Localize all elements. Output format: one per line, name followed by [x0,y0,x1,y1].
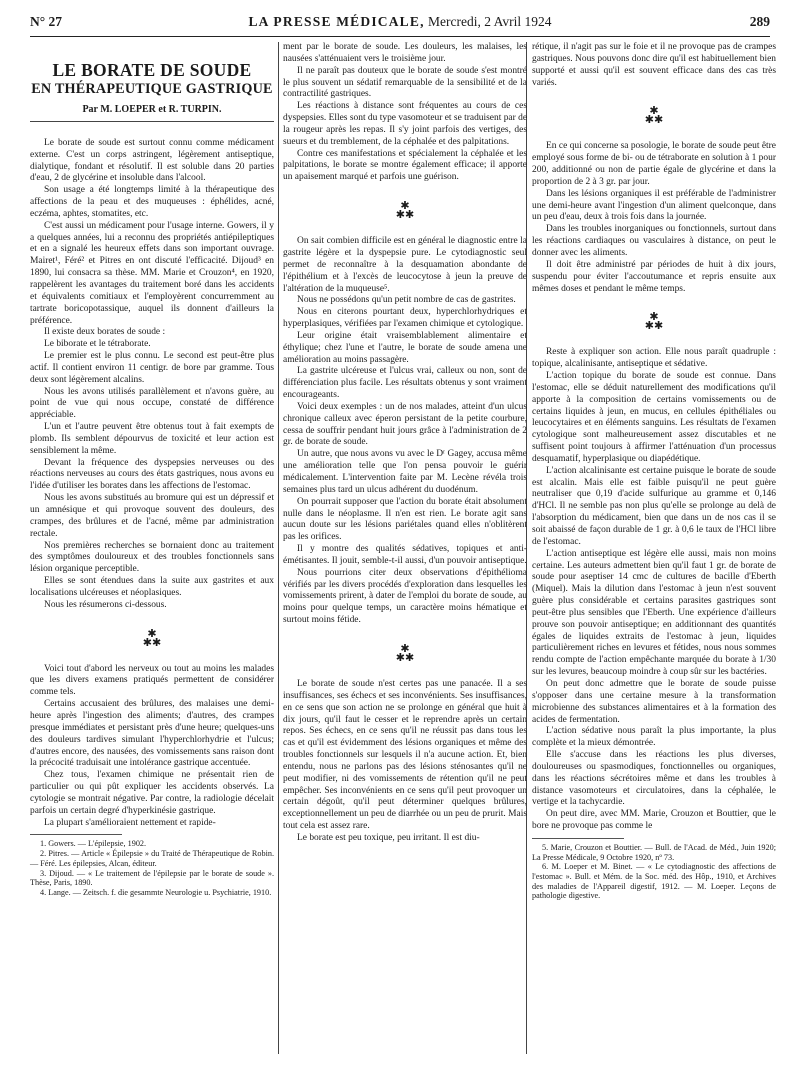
article-title: LE BORATE DE SOUDE [52,60,252,80]
journal-name: LA PRESSE MÉDICALE, [248,14,425,29]
paragraph: Elles se sont étendues dans la suite aux gastrites et aux localisations ulcéreuses et néoplasiques. [30,576,274,598]
paragraph: Le borate est peu toxique, peu irritant. Il est diu- [297,832,480,843]
paragraph: 3. Dijoud. — « Le traitement de l'épilepsie par le borate de soude ». Thèse, Paris, 1890. [30,868,274,888]
paragraph: En ce qui concerne sa posologie, le borate de soude peut être employé sous forme de bi- ou de tétraborate en solution à 1 pour 200, additionné ou non de partie égale de glycérine et dans la proportion de 2 à 3 gr. par jour. [532,141,776,187]
column-divider [278,42,279,1054]
paragraph: Il doit être administré par périodes de huit à dix jours, suspendu pour éviter l'accoutumance et repris ensuite aux mêmes doses et pendant le même temps. [532,259,776,294]
column-2 [283,42,527,845]
section-stars: ✱ ✱✱ [395,200,415,222]
footnotes [30,839,274,897]
paragraph: On peut dire, avec MM. Marie, Crouzon et Bouttier, que le bore ne provoque pas comme le [532,809,776,832]
section-stars: ✱ ✱✱ [644,311,664,333]
text-block [283,236,527,627]
journal-line [30,14,770,30]
paragraph: Nous pourrions citer deux observations d'épithélioma vérifiés par les divers procédés d'exploration dans lesquelles les vomissements prirent, à dater de l'emploi du borate de soude, au moins pour quelque temps, un caractère moins hématique et surtout moins fétide. [283,567,527,626]
paragraph: Nous les avons utilisés parallèlement et n'avons guère, au point de vue qui nous occupe, constaté de différence appréciable. [30,386,274,421]
page-number: 289 [749,14,770,29]
paragraph: rétique, il n'agit pas sur le foie et il ne provoque pas de crampes gastriques. Nous pouvons donc dire qu'il est habituellement bien supporté et aussi qu'il est souvent efficace dans des cas très variés. [532,42,776,88]
paragraph: Devant la fréquence des dyspepsies nerveuses ou des réactions nerveuses au cours des états gastriques, nous avons eu l'idée d'utiliser les borates dans les affections de l'estomac. [30,457,274,492]
text-block [532,42,776,89]
paragraph: Nous les résumerons ci-dessous. [44,599,167,610]
issue-date: Mercredi, 2 Avril 1924 [428,14,552,29]
paragraph: Il existe deux borates de soude : [44,327,166,338]
paragraph: Chez tous, l'examen chimique ne présentait rien de particulier ou qui pût expliquer les accidents observés. La cytologie se montrait négative. Par contre, la radiologie décelait parfois un certain degré d'hyperkinésie gastrique. [30,770,274,816]
paragraph: Nous les avons substitués au bromure qui est un dépressif et un amnésique et qui provoque souvent des douleurs, des crampes, des brûlures et de l'acné, même par administration rectale. [30,493,274,539]
text-block [283,42,527,184]
footnote-rule [532,838,624,839]
paragraph: Un autre, que nous avons vu avec le Dʳ Gagey, accusa même une amélioration telle que l'on pensa pouvoir le guérir médicalement. L'intervention faite par M. Lecène révéla trois semaines plus tard un ulcus adhérent du duodénum. [283,449,527,495]
paragraph: L'un et l'autre peuvent être obtenus tout à fait exempts de plomb. Ils semblent dépourvus de toxicité et leur action est sensiblement la même. [30,422,274,456]
footnote-rule [30,834,122,835]
paragraph: Le borate de soude n'est certes pas une panacée. Il a ses insuffisances, ses échecs et ses inconvénients. Ses insuffisances, en ce sens que son action ne se prolonge en général que huit à dix jours, qu'il faut le cesser et le reprendre après un certain repos. Ses échecs, en ce sens qu'il ne réussit pas dans tous les cas et qu'il est évidemment des lésions organiques et même des troubles fonctionnels sur lesquels il n'a aucune action. Et, bien entendu, nous ne parlons pas des lésions sténosantes qu'il ne peut modifier, ni des vomissements de rétention qu'il ne peut empêcher. Ses inconvénients en ce sens qu'il peut provoquer un certain dégoût, qu'il peut déterminer quelques brûlures, exceptionnellement un peu de diarrhée ou un peu de prurit. Mais tout cela est assez rare. [283,678,527,832]
paragraph: Dans les lésions organiques il est préférable de l'administrer une demi-heure avant l'ingestion d'un aliment quelconque, dans un peu d'eau, deux à trois fois dans la journée. [532,188,776,223]
paragraph: Il ne paraît pas douteux que le borate de soude s'est montré le plus souvent un sédatif remarquable de la sensibilité et de la contractilité gastriques. [283,65,527,100]
paragraph: On sait combien difficile est en général le diagnostic entre la gastrite légère et la dyspepsie pure. Le cytodiagnostic seul permet de reconnaître à la desquamation abondante de l'épithélium et à l'excès de leucocytose à jeun la preuve de l'altération de la muqueuse⁵. [283,236,527,294]
paragraph: Nos premières recherches se bornaient donc au traitement des symptômes douloureux et des troubles fonctionnels sans lésion organique perceptible. [30,540,274,575]
paragraph: Certains accusaient des brûlures, des malaises une demi-heure après l'ingestion des aliments; d'autres, des crampes presque immédiates et persistant près d'une heure; quelques-uns des douleurs tardives simulant l'hyperchlorhydrie et l'ulcus; d'autres encore, des nausées, des vomissements sans raison dont la précocité traduisait une intolérance gastrique accentuée. [30,699,274,769]
article-authors: Par M. LOEPER et R. TURPIN. [82,104,222,115]
paragraph: L'action antiseptique est légère elle aussi, mais non moins certaine. Les auteurs admettent bien qu'il faut 1 gr. de borate de soude pour aseptiser 14 cmc de cultures de bacille d'Eberth (Miquel). Mais la dilution dans l'estomac à jeun n'est souvent guère plus considérable et certains parasites gastriques sont peut-être plus sensibles que l'Eberth. Une expérience d'ailleurs prouve son pouvoir antiseptique; en additionnant des quantités égales de liquides extraits de l'estomac à jeun, liquides particulièrement riches en levures et fétides, nous nous sommes rendu compte de l'action empêchante marquée du borate à 1/30 sur les levures, beaucoup moindre à coup sûr sur les bactéries. [532,548,776,678]
paragraph: Leur origine était vraisemblablement alimentaire et éthylique; chez l'une et l'autre, le borate de soude amena une amélioration au moins passagère. [283,330,527,365]
paragraph: La plupart s'amélioraient nettement et rapide- [44,817,216,828]
paragraph: Nous ne possédons qu'un petit nombre de cas de gastrites. [297,295,516,306]
paragraph: L'action alcalinisante est certaine puisque le borate de soude est alcalin. Mais elle est faible puisqu'il ne peut guère neutraliser que 0,19 d'acide sulfurique au gramme et 0,146 d'HCl. Il ne semble pas non plus qu'elle se prolonge au delà de l'absorption du médicament, bien que dans un de nos cas il se soit abaissé de façon durable de 1 gr. à 0,6 le taux de l'HCl libre de l'estomac. [532,465,776,547]
paragraph: Voici deux exemples : un de nos malades, atteint d'un ulcus chronique calleux avec éperon persistant de la petite courbure, cessa de souffrir pendant huit jours grâce à l'administration de 2 gr. de borate de soude. [283,401,527,448]
paragraph: 5. Marie, Crouzon et Bouttier. — Bull. de l'Acad. de Méd., Juin 1920; La Presse Médicale, 9 Octobre 1920, nº 73. [532,842,776,862]
section-stars: ✱ ✱✱ [644,105,664,127]
paragraph: L'action sédative nous paraît la plus importante, la plus complète et la mieux démontrée. [532,726,776,749]
paragraph: Le biborate et le tétraborate. [44,339,151,350]
paragraph: Les réactions à distance sont fréquentes au cours de ces dyspepsies. Elles sont du type vasomoteur et se traduisent par de la rougeur après les repas. Il s'y joint parfois des vertiges, des sueurs et du tremblement, de la céphalée et des palpitations. [283,101,528,147]
paragraph: On peut donc admettre que le borate de soude puisse s'opposer dans une certaine mesure à la transformation microbienne des substances alimentaires et à la formation des acides de fermentation. [532,678,776,725]
paragraph: 2. Pitres. — Article « Épilepsie » du Traité de Thérapeutique de Robin. — Féré. Les épilepsies, Alcan, éditeur. [30,849,274,868]
paragraph: Il y montre des qualités sédatives, topiques et anti-émétisantes. Il jouit, semble-t-il aussi, d'un pouvoir antiseptique. [283,544,527,566]
column-1 [30,42,274,898]
paragraph: L'action topique du borate de soude est connue. Dans l'estomac, elle se déduit naturellement des modifications qu'il apporte à la composition de certains vomissements ou de certains liquides à jeun, en mucus, en cellules épithéliales ou leucocytaires et en éléments sanguins. Les résultats de l'examen cytologique sont malheureusement assez discutables et ne suffisent point toujours à affirmer l'atténuation d'un processus desquamatif, hyperplasique ou diapédétique. [532,371,776,464]
section-stars: ✱ ✱✱ [142,627,162,649]
paragraph: Son usage a été longtemps limité à la thérapeutique des affections de la peau et des muqueuses : éphélides, acné, eczéma, aphtes, stomatites, etc. [30,185,274,219]
paragraph: C'est aussi un médicament pour l'usage interne. Gowers, il y a quelques années, lui a reconnu des propriétés antiépileptiques et en a signalé les heureux effets dans son important ouvrage. Mairet¹, Féré² et Pitres en ont discuté l'efficacité. Dijoud³ en 1890, lui consacra sa thèse. MM. Marie et Crouzon⁴, en 1920, rappelèrent les avantages du traitement boré dans les accidents et équivalents comitiaux et l'employèrent concurremment au tartrate boricopotassique, auquel ils donnent d'ailleurs la préférence. [30,220,274,326]
header-rule [30,36,770,37]
paragraph: On pourrait supposer que l'action du borate était absolument nulle dans le néoplasme. Il n'en est rien. Le borate agit sans aucun doute sur les lésions pariétales quand elles n'oblitèrent pas les orifices. [283,496,527,543]
issue-number: N° 27 [30,14,63,29]
paragraph: La gastrite ulcéreuse et l'ulcus vrai, calleux ou non, sont de différenciation plus facile. Les résultats obtenus y sont vraiment encourageants. [283,366,527,401]
paragraph: 1. Gowers. — L'épilepsie, 1902. [40,839,147,849]
paragraph: Contre ces manifestations et spécialement la céphalée et les palpitations, le borate se montre également efficace; il apporte un apaisement marqué et parfois une guérison. [283,148,527,183]
paragraph: Elle s'accuse dans les réactions les plus diverses, douloureuses ou spasmodiques, fonctionnelles ou organiques, dans les réactions sécrétoires même et dans les troubles à distance vasomoteurs et circulatoires, dans la céphalée, le vertige et la tachycardie. [532,750,776,808]
text-block [283,679,527,845]
paragraph: Reste à expliquer son action. Elle nous paraît quadruple : topique, alcalinisante, antiseptique et sédative. [532,347,776,370]
footnotes [532,843,776,901]
section-stars: ✱ ✱✱ [395,642,415,664]
paragraph: 6. M. Loeper et M. Binet. — « Le cytodiagnostic des affections de l'estomac ». Bull. et Mém. de la Soc. méd. des Hôp., 1910, et Archives des maladies de l'Appareil digestif, 1912. — M. Loeper. Leçons de pathologie digestive. [532,862,776,901]
article-subtitle: EN THÉRAPEUTIQUE GASTRIQUE [31,81,273,97]
paragraph: Le borate de soude est surtout connu comme médicament externe. C'est un corps astringent, légèrement antiseptique, dialytique, fondant et résolutif. Il est soluble dans 20 parties d'eau, 2 de glycérine et insoluble dans l'alcool. [30,137,274,184]
paragraph: Le premier est le plus connu. Le second est peut-être plus actif. Il contient environ 11 centigr. de bore par gramme. Tous deux sont légèrement alcalins. [30,351,274,385]
text-block [30,138,274,612]
paragraph: Dans les troubles inorganiques ou fonctionnels, surtout dans les réactions cardiaques ou vasculaires à distance, on peut le donner avec les aliments. [532,224,776,258]
title-separator [30,121,274,122]
paragraph: ment par le borate de soude. Les douleurs, les malaises, les nausées s'atténuaient vers le troisième jour. [283,42,527,64]
running-header [30,14,770,36]
column-3 [532,42,776,901]
text-block [532,141,776,295]
text-block [532,347,776,833]
paragraph: Voici tout d'abord les nerveux ou tout au moins les malades que les divers examens pratiqués permettent de considérer comme tels. [30,663,274,698]
text-block [30,664,274,830]
paragraph: 4. Lange. — Zeitsch. f. die gesammte Neurologie u. Psychiatrie, 1910. [40,887,272,897]
paragraph: Nous en citerons pourtant deux, hyperchlorhydriques et hyperplasiques, vérifiées par l'examen chimique et cytologique. [283,307,527,330]
